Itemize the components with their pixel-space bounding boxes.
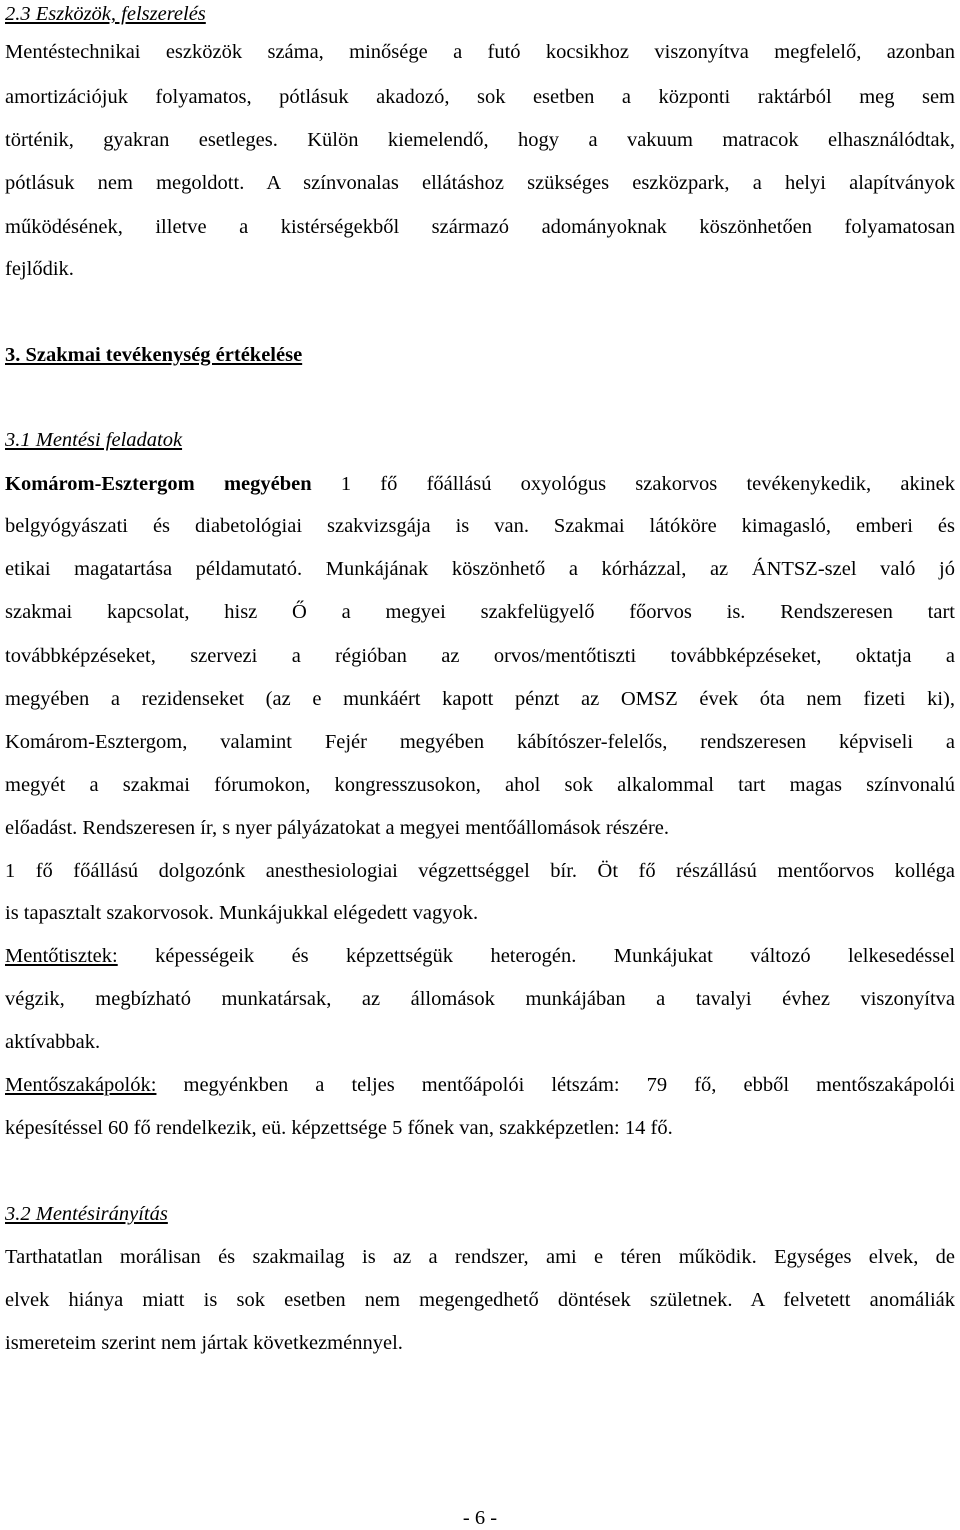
section-3-2-heading: 3.2 Mentésirányítás bbox=[5, 1203, 168, 1225]
paragraph-line: 1 fő főállású dolgozónk anesthesiologiai végzettséggel bír. Öt fő részállású mentőorvos kollégа bbox=[5, 860, 955, 882]
county-name: Komárom-Esztergom megyében bbox=[5, 473, 312, 495]
paragraph-line: történik, gyakran esetleges. Külön kiemelendő, hogy a vakuum matracok elhasználódtak, bbox=[5, 129, 955, 151]
section-2-3-heading: 2.3 Eszközök, felszerelés bbox=[5, 3, 206, 25]
paragraph-line: pótlásuk nem megoldott. A színvonalas ellátáshoz szükséges eszközpark, a helyi alapítványok bbox=[5, 172, 955, 194]
paragraph-line bbox=[5, 944, 955, 968]
paragraph-line: elvek hiánya miatt is sok esetben nem megengedhető döntések születnek. A felvetett anomáliák bbox=[5, 1289, 955, 1311]
paragraph-line: szakmai kapcsolat, hisz Ő a megyei szakfelügyelő főorvos is. Rendszeresen tart bbox=[5, 601, 955, 623]
line-rest: képességeik és képzettségük heterogén. Munkájukat változó lelkesedéssel bbox=[117, 945, 955, 967]
paragraph-line: működésének, illetve a kistérségekből származó adományoknak köszönhetően folyamatosan bbox=[5, 216, 955, 238]
paragraph-line: végzik, megbízható munkatársak, az állomások munkájában a tavalyi évhez viszonyítva bbox=[5, 988, 955, 1010]
section-3-1-heading: 3.1 Mentési feladatok bbox=[5, 429, 183, 451]
paragraph-line: fejlődik. bbox=[5, 258, 74, 280]
paragraph-line: is tapasztalt szakorvosok. Munkájukkal elégedett vagyok. bbox=[5, 902, 479, 924]
paragraph-line: belgyógyászati és diabetológiai szakvizsgája is van. Szakmai látóköre kimagasló, emberi és bbox=[5, 515, 955, 537]
mentotisztek-label: Mentőtisztek: bbox=[5, 945, 118, 967]
paragraph-line: megyében a rezidenseket (az e munkáért kapott pénzt az OMSZ évek óta nem fizeti ki), bbox=[5, 688, 955, 710]
paragraph-line bbox=[5, 472, 955, 496]
paragraph-line bbox=[5, 1073, 955, 1097]
line-rest: megyénkben a teljes mentőápolói létszám: 79 fő, ebből mentőszakápolói bbox=[156, 1074, 955, 1096]
paragraph-line: képesítéssel 60 fő rendelkezik, eü. képzettsége 5 főnek van, szakképzetlen: 14 fő. bbox=[5, 1117, 673, 1139]
paragraph-line: továbbképzéseket, szervezi a régióban az orvos/mentőtiszti továbbképzéseket, oktatja a bbox=[5, 645, 955, 667]
section-3-heading: 3. Szakmai tevékenység értékelése bbox=[5, 344, 303, 366]
paragraph-line: előadást. Rendszeresen ír, s nyer pályázatokat a megyei mentőállomások részére. bbox=[5, 817, 670, 839]
paragraph-line: Komárom-Esztergom, valamint Fejér megyében kábítószer-felelős, rendszeresen képviseli a bbox=[5, 731, 955, 753]
paragraph-line: Tarthatatlan morálisan és szakmailag is az a rendszer, ami e téren működik. Egységes elvek, de bbox=[5, 1246, 955, 1268]
paragraph-line: etikai magatartása példamutató. Munkájának köszönhető a kórházzal, az ÁNTSZ-szel való jó bbox=[5, 558, 955, 580]
paragraph-line: amortizációjuk folyamatos, pótlásuk akadozó, sok esetben a központi raktárból meg sem bbox=[5, 86, 955, 108]
page-number: - 6 - bbox=[462, 1507, 498, 1529]
paragraph-line: aktívabbak. bbox=[5, 1031, 101, 1053]
mentoszakapolok-label: Mentőszakápolók: bbox=[5, 1074, 157, 1096]
paragraph-line: Mentéstechnikai eszközök száma, minősége a futó kocsikhoz viszonyítva megfelelő, azonban bbox=[5, 41, 955, 63]
paragraph-line: megyét a szakmai fórumokon, kongresszusokon, ahol sok alkalommal tart magas színvonalú bbox=[5, 774, 955, 796]
line-rest: 1 fő főállású oxyológus szakorvos tevékenykedik, akinek bbox=[311, 473, 955, 495]
paragraph-line: ismereteim szerint nem jártak következménnyel. bbox=[5, 1332, 403, 1354]
